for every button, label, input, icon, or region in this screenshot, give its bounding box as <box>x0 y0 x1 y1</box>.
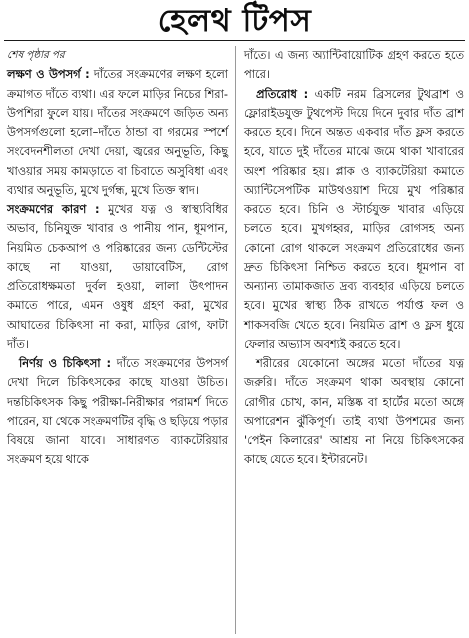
causes-body: মুখের যত্ন ও স্বাস্থ্যবিধির অভাব, চিনিযুক্ত খাবার ও পানীয় পান, ধূমপান, নিয়মিত চেকআপ ও পরিষ্কারের জন্য ডেন্টিস্টের কাছে না যাওয়া, ডায়াবেটিস, রোগ প্রতিরোধক্ষমতা দুর্বল হওয়া, লালা উৎপাদন কমাতে পারে, এমন ওষুধ গ্রহণ করা, মুখের আঘাতের চিকিৎসা না করা, মাড়ির রোগ, ফাটা দাঁত। <box>7 202 228 351</box>
symptoms-heading: লক্ষণ ও উপসর্গ : <box>7 67 90 82</box>
right-column <box>244 46 464 470</box>
symptoms-body: দাঁতের সংক্রমণের লক্ষণ হলো ক্রমাগত দাঁতে ব্যথা। এর ফলে মাড়ির নিচের শিরা-উপশিরা ফুলে যায়। দাঁতের সংক্রমণে জড়িত অন্য উপসর্গগুলো হলো–দাঁতে ঠান্ডা বা গরমের স্পর্শে সংবেদনশীলতা দেখা দেয়া, জ্বরের অনুভূতি, কিছু খাওয়ার সময় কামড়াতে বা চিবাতে অসুবিধা এবং ব্যথার অনুভূতি, মুখে দুর্গন্ধ, মুখে তিক্ত স্বাদ। <box>7 67 228 197</box>
prevention-paragraph <box>244 85 464 355</box>
diagnosis-body-right: দাঁতে। এ জন্য অ্যান্টিবায়োটিক গ্রহণ করতে হতে পারে। <box>244 48 464 82</box>
causes-heading: সংক্রমণের কারণ : <box>7 202 100 216</box>
diagnosis-heading: নির্ণয় ও চিকিৎসা : <box>19 356 112 370</box>
closing-body: শরীরের যেকোনো অঙ্গের মতো দাঁতের যত্ন জরুরি। দাঁতে সংক্রমণ থাকা অবস্থায় কোনো রোগীর চোখ, কান, মস্তিষ্ক বা হার্টের মতো অঙ্গে অপারেশন ঝুঁকিপূর্ণ। তাই ব্যথা উপশমের জন্য 'পেইন কিলারের' আশ্রয় না নিয়ে চিকিৎসকের কাছে যেতে হবে। ইন্টারনেট। <box>244 356 464 467</box>
column-divider <box>235 46 236 634</box>
symptoms-paragraph <box>7 65 228 200</box>
headline: হেলথ টিপস <box>157 3 312 39</box>
continued-from-label: শেষ পৃষ্ঠার পর <box>7 49 65 61</box>
diagnosis-paragraph <box>7 354 228 470</box>
prevention-body: একটি নরম ব্রিসলের টুথব্রাশ ও ফ্লোরাইডযুক্ত টুথপেস্ট দিয়ে দিনে দুবার দাঁত ব্রাশ করতে হবে। দিনে অন্তত একবার দাঁত ফ্লস করতে হবে, যাতে দুই দাঁতের মাঝে জমে থাকা খাবারের অংশ পরিষ্কার হয়। প্লাক ও ব্যাকটেরিয়া কমাতে অ্যান্টিসেপটিক মাউথওয়াশ দিয়ে মুখ পরিষ্কার করতে হবে। চিনি ও স্টার্চযুক্ত খাবার এড়িয়ে চলতে হবে। মুখগহ্বর, মাড়ির রোগসহ অন্য কোনো রোগ থাকলে সংক্রমণ প্রতিরোধের জন্য দ্রুত চিকিৎসা নিশ্চিত করতে হবে। ধূমপান বা অন্যান্য তামাকজাত দ্রব্য ব্যবহার এড়িয়ে চলতে হবে। মুখের স্বাস্থ্য ঠিক রাখতে পর্যাপ্ত ফল ও শাকসবজি খেতে হবে। নিয়মিত ব্রাশ ও ফ্লস ধুয়ে ফেলার অভ্যাস অবশ্যই করতে হবে। <box>244 86 464 351</box>
left-column <box>7 46 228 470</box>
diagnosis-continued-paragraph <box>244 46 464 85</box>
closing-paragraph <box>244 354 464 470</box>
causes-paragraph <box>7 200 228 354</box>
prevention-heading: প্রতিরোধ : <box>256 86 309 101</box>
headline-rule <box>4 40 465 41</box>
diagnosis-body-left: দাঁতে সংক্রমণের উপসর্গ দেখা দিলে চিকিৎসকের কাছে যাওয়া উচিত। দন্তচিকিৎসক কিছু পরীক্ষা-নিরীক্ষার পরামর্শ দিতে পারেন, যা থেকে সংক্রমণটির বৃদ্ধি ও ছড়িয়ে পড়ার বিষয়ে জানা যাবে। সাধারণত ব্যাকটেরিয়ার সংক্রমণ হয়ে থাকে <box>7 356 228 467</box>
